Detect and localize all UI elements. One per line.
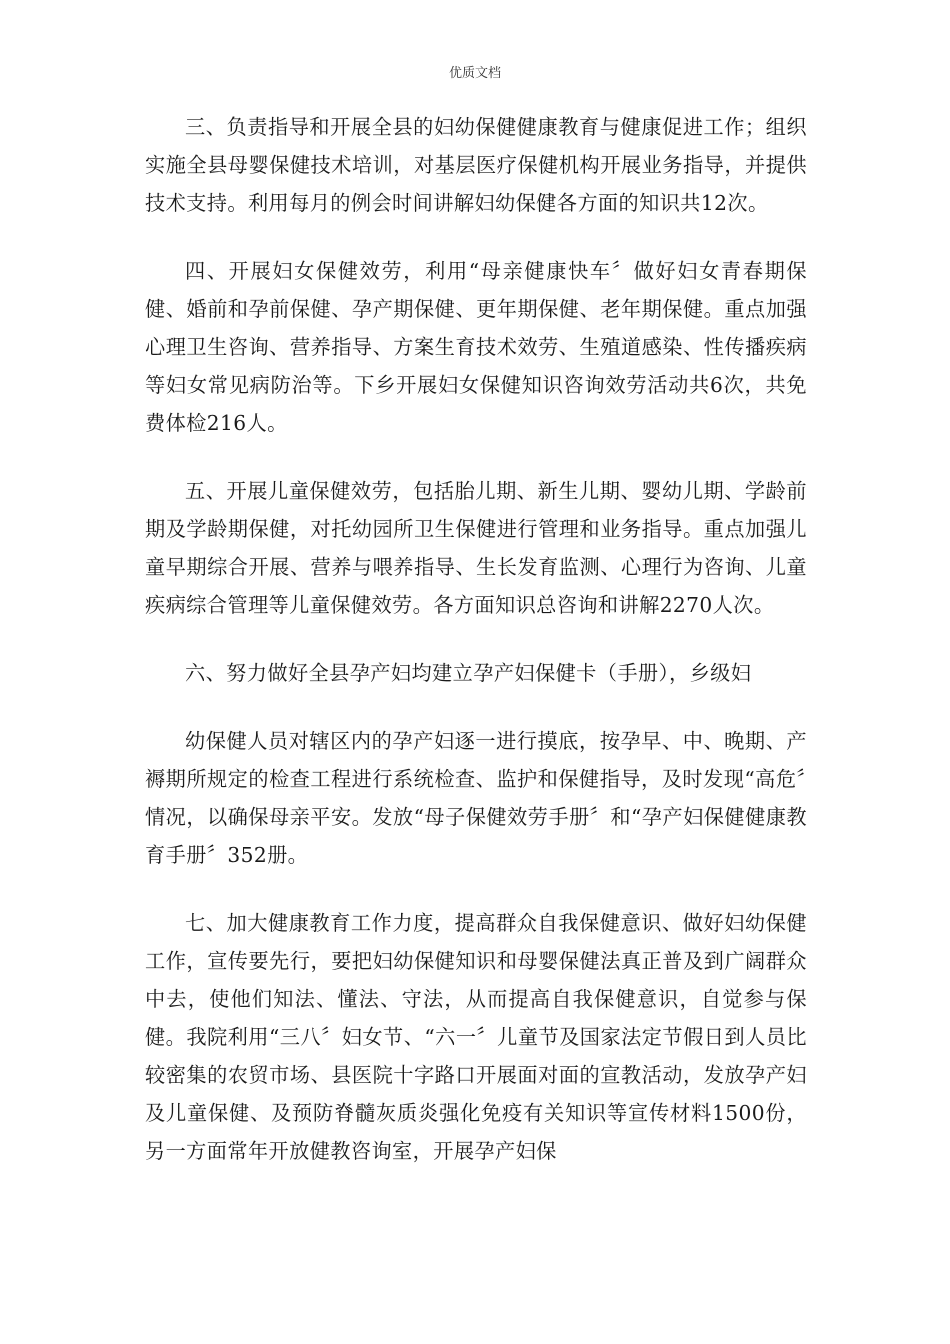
paragraph-5: 五、开展儿童保健效劳，包括胎儿期、新生儿期、婴幼儿期、学龄前期及学龄期保健，对托幼园所卫生保健进行管理和业务指导。重点加强儿童早期综合开展、营养与喂养指导、生长发育监测、心理行为咨询、儿童疾病综合管理等儿童保健效劳。各方面知识总咨询和讲解2270人次。 <box>145 479 807 617</box>
paragraph-7: 七、加大健康教育工作力度，提高群众自我保健意识、做好妇幼保健工作，宣传要先行，要把妇幼保健知识和母婴保健法真正普及到广阔群众中去，使他们知法、懂法、守法，从而提高自我保健意识，自觉参与保健。我院利用“三八〞妇女节、“六一〞儿童节及国家法定节假日到人员比较密集的农贸市场、县医院十字路口开展面对面的宣教活动，发放孕产妇及儿童保健、及预防脊髓灰质炎强化免疫有关知识等宣传材料1500份，另一方面常年开放健教咨询室，开展孕产妇保 <box>145 911 807 1163</box>
paragraph-6-body: 幼保健人员对辖区内的孕产妇逐一进行摸底，按孕早、中、晚期、产褥期所规定的检查工程进行系统检查、监护和保健指导，及时发现“高危〞情况，以确保母亲平安。发放“母子保健效劳手册〞和“孕产妇保健健康教育手册〞352册。 <box>145 729 807 867</box>
paragraph-6-heading: 六、努力做好全县孕产妇均建立孕产妇保健卡（手册），乡级妇 <box>185 661 752 685</box>
paragraph-3: 三、负责指导和开展全县的妇幼保健健康教育与健康促进工作；组织实施全县母婴保健技术培训，对基层医疗保健机构开展业务指导，并提供技术支持。利用每月的例会时间讲解妇幼保健各方面的知识共12次。 <box>145 115 807 215</box>
document-body <box>145 108 807 1200</box>
paragraph-4: 四、开展妇女保健效劳，利用“母亲健康快车〞做好妇女青春期保健、婚前和孕前保健、孕产期保健、更年期保健、老年期保健。重点加强心理卫生咨询、营养指导、方案生育技术效劳、生殖道感染、性传播疾病等妇女常见病防治等。下乡开展妇女保健知识咨询效劳活动共6次，共免费体检216人。 <box>145 259 807 435</box>
page-header: 优质文档 <box>448 66 501 81</box>
